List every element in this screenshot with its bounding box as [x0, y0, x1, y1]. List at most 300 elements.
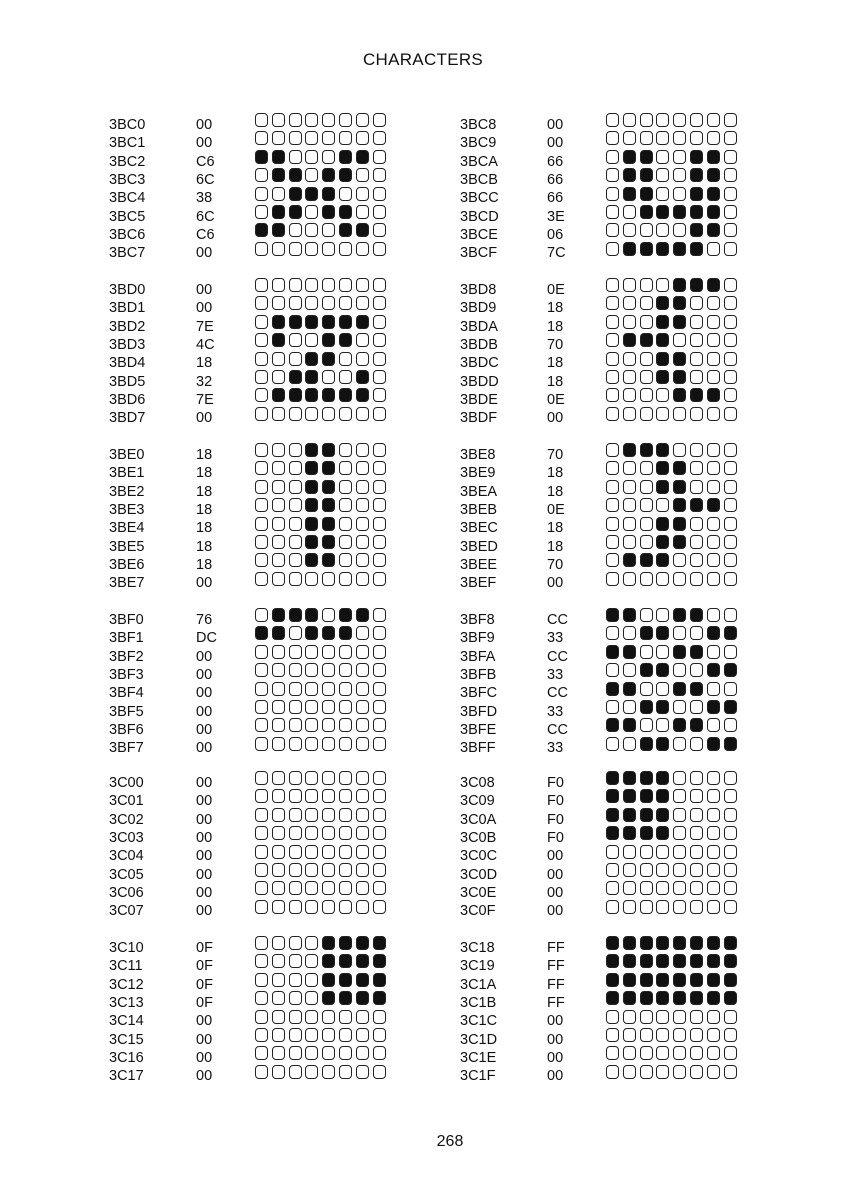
pixel-off [305, 205, 318, 219]
pixel-off [623, 131, 636, 145]
pixel-off [623, 572, 636, 586]
pixel-off [640, 535, 653, 549]
pixel-off [690, 131, 703, 145]
hex-value: 00 [196, 282, 213, 298]
pixel-on [305, 535, 318, 549]
address-label: 3BDC [460, 355, 499, 372]
pixel-off [289, 480, 302, 494]
address-label: 3C00 [109, 775, 144, 791]
address-label: 3BF5 [109, 703, 144, 720]
address-label: 3BE3 [109, 501, 145, 518]
pixel-off [673, 845, 686, 859]
address-label: 3C05 [109, 866, 144, 883]
hex-value: CC [547, 721, 568, 738]
pixel-off [255, 826, 268, 840]
pixel-off [289, 1046, 302, 1060]
pixel-off [673, 1046, 686, 1060]
pixel-off [656, 388, 669, 402]
pixel-off [707, 572, 720, 586]
pixel-off [255, 113, 268, 127]
pixel-off [255, 900, 268, 914]
hex-value: 00 [547, 117, 564, 133]
pixel-off [289, 352, 302, 366]
address-label: 3C02 [109, 811, 144, 828]
hex-value: 18 [196, 520, 213, 537]
hex-value: 66 [547, 190, 564, 207]
address-label: 3BE4 [109, 520, 145, 537]
pixel-off [272, 443, 285, 457]
pixel-off [606, 443, 619, 457]
pixel-on [255, 150, 268, 164]
pixel-off [339, 553, 352, 567]
hex-value: 18 [547, 300, 564, 317]
pixel-on [673, 480, 686, 494]
pixel-off [707, 826, 720, 840]
pixel-off [673, 826, 686, 840]
pixel-off [255, 808, 268, 822]
pixel-off [356, 1010, 369, 1024]
pixel-on [640, 771, 653, 785]
pixel-off [690, 315, 703, 329]
pixel-off [707, 407, 720, 421]
pixel-off [255, 863, 268, 877]
pixel-on [255, 223, 268, 237]
pixel-on [724, 991, 737, 1005]
pixel-off [656, 845, 669, 859]
pixel-off [289, 936, 302, 950]
pixel-off [289, 407, 302, 421]
pixel-off [707, 131, 720, 145]
pixel-off [322, 663, 335, 677]
pixel-off [322, 1046, 335, 1060]
address-label: 3BC6 [109, 226, 146, 243]
pixel-off [272, 1065, 285, 1079]
pixel-off [356, 205, 369, 219]
pixel-off [623, 296, 636, 310]
pixel-off [255, 131, 268, 145]
pixel-off [339, 900, 352, 914]
pixel-off [640, 461, 653, 475]
pixel-off [289, 973, 302, 987]
pixel-off [339, 789, 352, 803]
pixel-on [640, 808, 653, 822]
pixel-off [640, 1046, 653, 1060]
pixel-on [623, 682, 636, 696]
address-label: 3C1C [460, 1013, 498, 1030]
pixel-off [373, 808, 386, 822]
pixel-off [305, 718, 318, 732]
address-label: 3BF8 [460, 612, 495, 628]
pixel-off [289, 278, 302, 292]
hex-value: 7C [547, 245, 566, 262]
pixel-off [272, 826, 285, 840]
pixel-off [707, 480, 720, 494]
pixel-off [289, 954, 302, 968]
pixel-off [272, 498, 285, 512]
pixel-off [724, 333, 737, 347]
pixel-off [606, 242, 619, 256]
pixel-off [724, 131, 737, 145]
pixel-on [707, 223, 720, 237]
pixel-off [640, 388, 653, 402]
pixel-off [356, 718, 369, 732]
pixel-on [656, 461, 669, 475]
pixel-off [339, 572, 352, 586]
pixel-on [606, 936, 619, 950]
pixel-off [305, 737, 318, 751]
pixel-off [339, 771, 352, 785]
pixel-off [673, 626, 686, 640]
pixel-on [656, 954, 669, 968]
pixel-off [305, 682, 318, 696]
pixel-on [623, 936, 636, 950]
pixel-off [673, 333, 686, 347]
pixel-on [322, 936, 335, 950]
pixel-off [356, 682, 369, 696]
pixel-off [690, 863, 703, 877]
hex-value: 0E [547, 391, 565, 408]
pixel-off [606, 131, 619, 145]
pixel-off [255, 954, 268, 968]
pixel-off [724, 168, 737, 182]
pixel-on [673, 352, 686, 366]
pixel-on [724, 973, 737, 987]
pixel-on [656, 315, 669, 329]
pixel-off [656, 1010, 669, 1024]
pixel-on [373, 936, 386, 950]
hex-value: 70 [547, 556, 564, 573]
pixel-off [724, 370, 737, 384]
hex-value: 00 [547, 410, 564, 427]
pixel-off [606, 737, 619, 751]
pixel-off [724, 1046, 737, 1060]
pixel-off [724, 1065, 737, 1079]
pixel-on [656, 370, 669, 384]
pixel-on [707, 936, 720, 950]
pixel-on [673, 205, 686, 219]
hex-value: 00 [196, 721, 213, 738]
pixel-on [673, 296, 686, 310]
pixel-off [255, 608, 268, 622]
hex-value: 0E [547, 501, 565, 518]
pixel-on [724, 663, 737, 677]
pixel-on [673, 535, 686, 549]
pixel-on [606, 682, 619, 696]
hex-value: F0 [547, 811, 564, 828]
pixel-on [322, 480, 335, 494]
pixel-on [707, 205, 720, 219]
address-label: 3BF0 [109, 612, 144, 628]
pixel-off [272, 718, 285, 732]
pixel-off [356, 789, 369, 803]
address-label: 3BFC [460, 685, 498, 702]
pixel-off [724, 863, 737, 877]
pixel-off [724, 352, 737, 366]
pixel-on [623, 954, 636, 968]
address-label: 3BDA [460, 318, 498, 335]
pixel-on [305, 187, 318, 201]
pixel-off [707, 1010, 720, 1024]
pixel-off [690, 826, 703, 840]
pixel-off [724, 645, 737, 659]
pixel-off [339, 863, 352, 877]
pixel-on [623, 443, 636, 457]
hex-value: 00 [196, 117, 213, 133]
pixel-off [673, 187, 686, 201]
pixel-off [623, 737, 636, 751]
pixel-off [656, 1065, 669, 1079]
pixel-off [289, 900, 302, 914]
address-label: 3BD6 [109, 391, 146, 408]
hex-value: 33 [547, 630, 564, 647]
pixel-on [623, 645, 636, 659]
pixel-off [690, 1028, 703, 1042]
address-label: 3BFE [460, 721, 497, 738]
pixel-on [305, 315, 318, 329]
pixel-off [373, 737, 386, 751]
address-label: 3BF7 [109, 740, 144, 757]
pixel-off [373, 1028, 386, 1042]
address-label: 3BE9 [460, 465, 496, 482]
pixel-off [255, 205, 268, 219]
pixel-off [339, 881, 352, 895]
pixel-off [640, 315, 653, 329]
pixel-off [272, 936, 285, 950]
pixel-off [373, 443, 386, 457]
hex-value: 00 [196, 1013, 213, 1030]
pixel-on [640, 187, 653, 201]
address-label: 3BC0 [109, 117, 146, 133]
pixel-off [339, 296, 352, 310]
address-label: 3BFD [460, 703, 498, 720]
pixel-off [356, 535, 369, 549]
pixel-on [673, 608, 686, 622]
pixel-off [606, 168, 619, 182]
pixel-off [606, 900, 619, 914]
hex-value: 18 [547, 483, 564, 500]
pixel-on [707, 954, 720, 968]
pixel-on [305, 370, 318, 384]
address-label: 3C03 [109, 829, 144, 846]
pixel-on [656, 991, 669, 1005]
pixel-off [356, 700, 369, 714]
hex-value: 00 [196, 811, 213, 828]
pixel-off [339, 645, 352, 659]
address-label: 3BE6 [109, 556, 145, 573]
address-label: 3C1D [460, 1031, 498, 1048]
hex-value: 76 [196, 612, 213, 628]
pixel-off [322, 900, 335, 914]
pixel-off [707, 1065, 720, 1079]
pixel-off [724, 187, 737, 201]
pixel-off [289, 333, 302, 347]
pixel-on [623, 991, 636, 1005]
pixel-off [707, 881, 720, 895]
hex-value: 00 [196, 793, 213, 810]
hex-value: 4C [196, 336, 215, 353]
pixel-off [272, 900, 285, 914]
pixel-on [724, 737, 737, 751]
pixel-on [707, 973, 720, 987]
pixel-on [356, 388, 369, 402]
pixel-off [606, 845, 619, 859]
pixel-off [289, 718, 302, 732]
pixel-off [656, 900, 669, 914]
pixel-off [272, 863, 285, 877]
pixel-off [322, 608, 335, 622]
pixel-off [656, 645, 669, 659]
pixel-off [289, 845, 302, 859]
pixel-on [707, 700, 720, 714]
pixel-off [255, 572, 268, 586]
pixel-off [724, 535, 737, 549]
pixel-on [322, 991, 335, 1005]
pixel-off [707, 535, 720, 549]
pixel-off [373, 388, 386, 402]
pixel-on [656, 443, 669, 457]
pixel-off [305, 333, 318, 347]
pixel-off [673, 1028, 686, 1042]
pixel-off [289, 553, 302, 567]
pixel-on [339, 315, 352, 329]
pixel-off [707, 352, 720, 366]
address-label: 3BD1 [109, 300, 146, 317]
hex-value: FF [547, 976, 565, 993]
pixel-off [305, 113, 318, 127]
pixel-off [606, 315, 619, 329]
pixel-off [707, 1046, 720, 1060]
pixel-off [289, 808, 302, 822]
address-label: 3BDE [460, 391, 498, 408]
pixel-off [690, 407, 703, 421]
pixel-on [673, 370, 686, 384]
pixel-on [640, 150, 653, 164]
pixel-off [673, 131, 686, 145]
pixel-off [255, 388, 268, 402]
hex-value: 00 [547, 848, 564, 865]
pixel-off [322, 113, 335, 127]
pixel-off [255, 973, 268, 987]
pixel-off [305, 700, 318, 714]
pixel-off [339, 700, 352, 714]
pixel-off [724, 881, 737, 895]
pixel-off [356, 498, 369, 512]
pixel-off [255, 936, 268, 950]
address-label: 3BC1 [109, 135, 146, 152]
address-label: 3BED [460, 538, 498, 555]
pixel-off [623, 845, 636, 859]
pixel-off [339, 535, 352, 549]
pixel-off [640, 682, 653, 696]
pixel-on [707, 168, 720, 182]
address-label: 3BE8 [460, 447, 496, 463]
pixel-off [673, 771, 686, 785]
pixel-off [272, 113, 285, 127]
hex-value: 18 [547, 318, 564, 335]
pixel-off [724, 771, 737, 785]
pixel-off [339, 370, 352, 384]
pixel-on [656, 480, 669, 494]
pixel-off [272, 789, 285, 803]
pixel-off [707, 370, 720, 384]
pixel-off [255, 407, 268, 421]
pixel-on [656, 826, 669, 840]
pixel-off [640, 1010, 653, 1024]
pixel-on [656, 205, 669, 219]
pixel-on [673, 461, 686, 475]
pixel-on [640, 168, 653, 182]
pixel-off [255, 845, 268, 859]
hex-value: 0F [196, 958, 213, 975]
pixel-off [339, 1010, 352, 1024]
pixel-on [623, 333, 636, 347]
hex-value: 00 [196, 866, 213, 883]
pixel-off [255, 480, 268, 494]
address-label: 3BC2 [109, 153, 146, 170]
pixel-off [673, 700, 686, 714]
pixel-off [289, 789, 302, 803]
pixel-off [656, 682, 669, 696]
pixel-on [623, 608, 636, 622]
address-label: 3C1A [460, 976, 497, 993]
hex-value: 6C [196, 171, 215, 188]
address-label: 3BCF [460, 245, 498, 262]
pixel-off [356, 553, 369, 567]
pixel-off [623, 223, 636, 237]
address-label: 3C11 [109, 958, 143, 975]
pixel-off [724, 443, 737, 457]
page-title: CHARACTERS [362, 50, 484, 69]
pixel-off [623, 461, 636, 475]
pixel-off [272, 296, 285, 310]
pixel-on [690, 242, 703, 256]
pixel-off [289, 663, 302, 677]
pixel-on [272, 626, 285, 640]
pixel-off [272, 370, 285, 384]
pixel-off [322, 242, 335, 256]
pixel-off [373, 626, 386, 640]
pixel-on [606, 789, 619, 803]
pixel-off [606, 388, 619, 402]
pixel-off [255, 771, 268, 785]
pixel-on [656, 771, 669, 785]
pixel-on [356, 223, 369, 237]
pixel-off [707, 296, 720, 310]
pixel-off [322, 370, 335, 384]
address-label: 3BE5 [109, 538, 145, 555]
pixel-off [255, 352, 268, 366]
pixel-on [339, 333, 352, 347]
pixel-off [272, 535, 285, 549]
pixel-on [690, 187, 703, 201]
pixel-on [724, 700, 737, 714]
address-label: 3BFB [460, 666, 497, 683]
pixel-on [305, 352, 318, 366]
pixel-off [255, 553, 268, 567]
pixel-off [289, 863, 302, 877]
pixel-off [656, 1028, 669, 1042]
pixel-off [255, 991, 268, 1005]
pixel-on [640, 789, 653, 803]
pixel-off [356, 407, 369, 421]
pixel-off [690, 553, 703, 567]
pixel-off [606, 296, 619, 310]
pixel-off [255, 682, 268, 696]
pixel-off [255, 333, 268, 347]
pixel-off [289, 645, 302, 659]
pixel-on [305, 626, 318, 640]
address-label: 3C0D [460, 866, 498, 883]
